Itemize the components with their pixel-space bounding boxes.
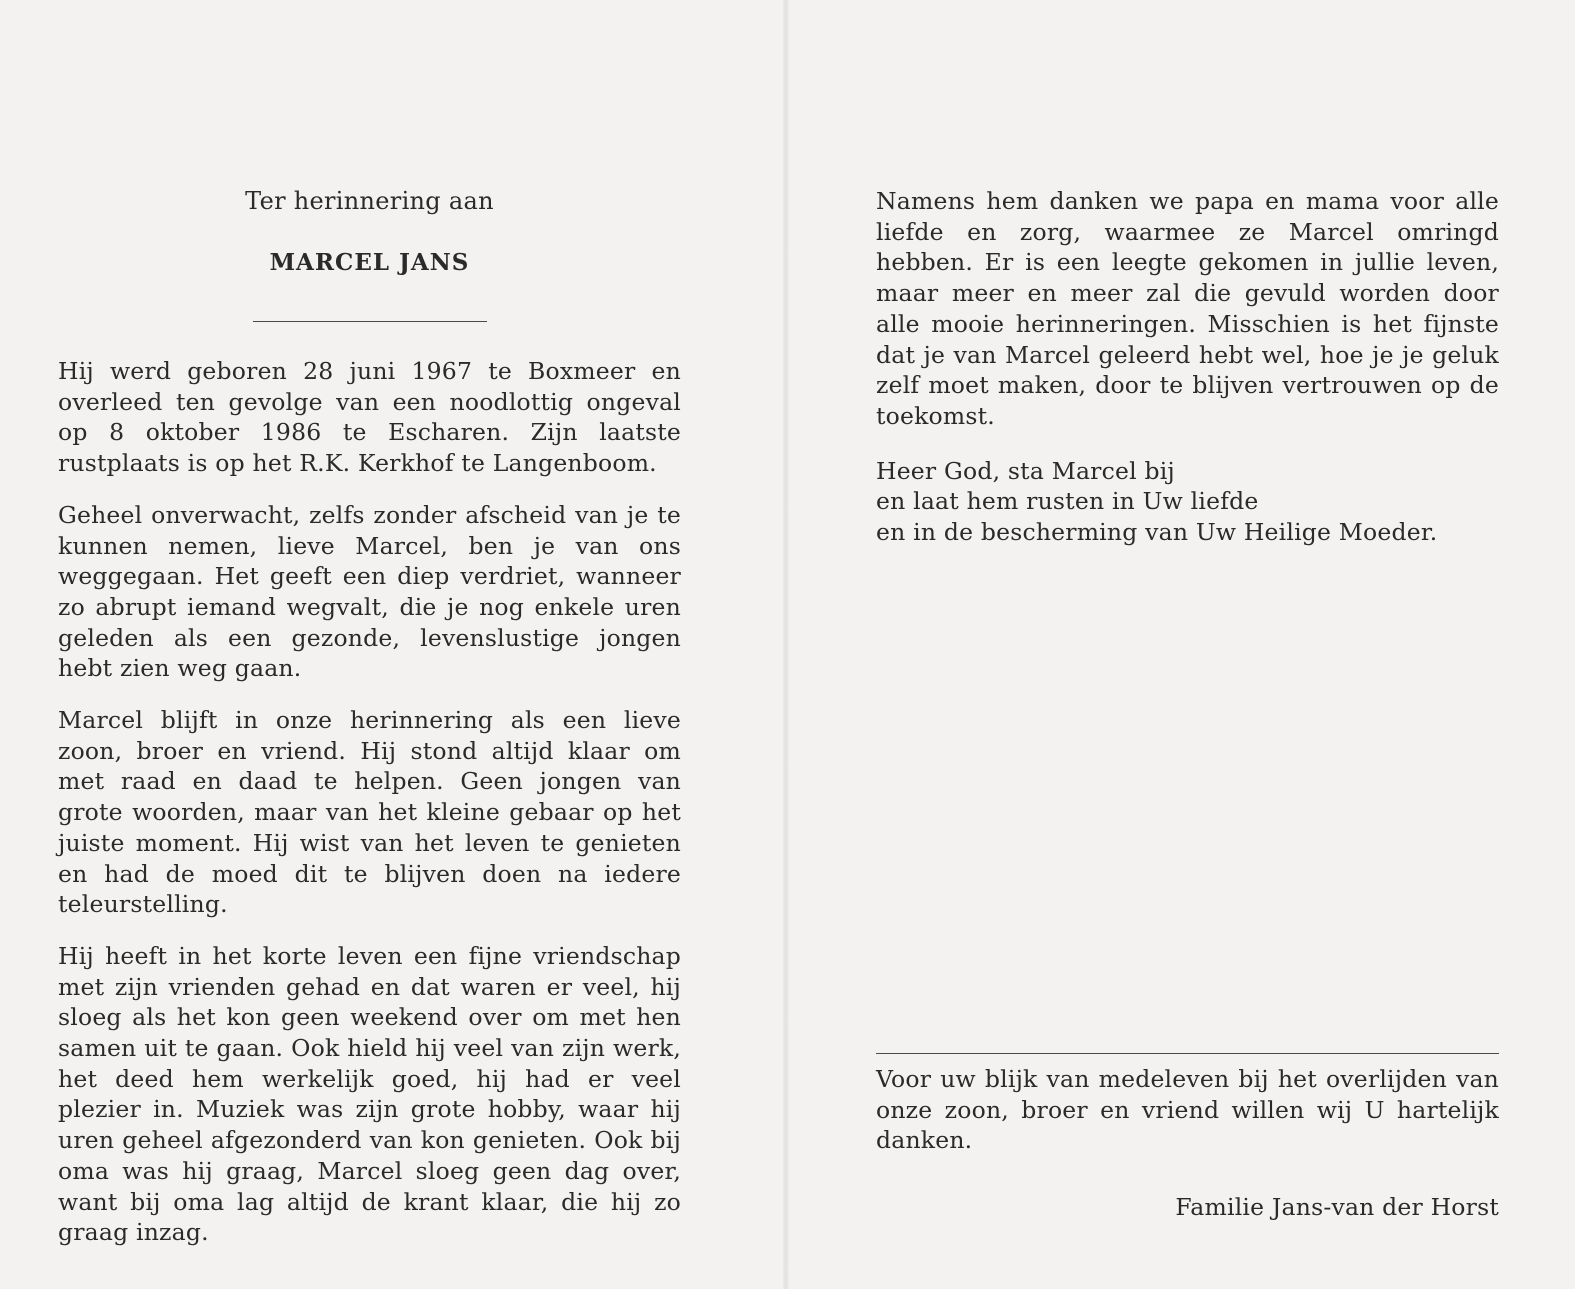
- deceased-name: MARCEL JANS: [269, 249, 470, 276]
- friendship-paragraph: Hij heeft in het korte leven een fijne vriendschap met zijn vrienden gehad en dat waren er veel, hij sloeg als het kon geen weekend over om met hen samen uit te gaan. Ook hield hij veel van zijn werk, het deed hem werkelijk goed, hij had er veel plezier in. Muziek was zijn grote hobby, waar hij uren geheel afgezonderd van kon genieten. Ook bij oma was hij graag, Marcel sloeg geen dag over, want bij oma lag altijd de krant klaar, die hij zo graag inzag.: [58, 941, 681, 1247]
- divider-short: [253, 321, 487, 322]
- farewell-paragraph: Geheel onverwacht, zelfs zonder afscheid van je te kunnen nemen, lieve Marcel, ben je van ons weggegaan. Het geeft een diep verdriet, wanneer zo abrupt iemand wegvalt, die je nog enkele uren geleden als een gezonde, levenslustige jongen hebt zien weg gaan.: [58, 500, 681, 683]
- thanks-block: [876, 1053, 1499, 1222]
- right-page: [876, 186, 1499, 548]
- biography-paragraph: Hij werd geboren 28 juni 1967 te Boxmeer en overleed ten gevolge van een noodlottig ongeval op 8 oktober 1986 te Escharen. Zijn laatste rustplaats is op het R.K. Kerkhof te Langenboom.: [58, 357, 681, 478]
- left-page: [58, 186, 681, 1248]
- thanks-text: Voor uw blijk van medeleven bij het overlijden van onze zoon, broer en vriend willen wij U hartelijk danken.: [876, 1065, 1499, 1155]
- divider-long: [876, 1053, 1499, 1054]
- family-signature: Familie Jans-van der Horst: [1175, 1193, 1499, 1222]
- prayer: [876, 456, 1499, 548]
- card-fold: [783, 0, 789, 1289]
- gratitude-paragraph: Namens hem danken we papa en mama voor alle liefde en zorg, waarmee ze Marcel omringd hebben. Er is een leegte gekomen in jullie leven, maar meer en meer zal die gevuld worden door alle mooie herinneringen. Misschien is het fijnste dat je van Marcel geleerd hebt wel, hoe je je geluk zelf moet maken, door te blijven vertrouwen op de toekomst.: [876, 187, 1499, 430]
- prayer-line: Heer God, sta Marcel bij: [876, 456, 1175, 485]
- prayer-line: en in de bescherming van Uw Heilige Moeder.: [876, 518, 1438, 547]
- prayer-line: en laat hem rusten in Uw liefde: [876, 487, 1259, 516]
- intro-text: Ter herinnering aan: [245, 187, 494, 215]
- character-paragraph: Marcel blijft in onze herinnering als een lieve zoon, broer en vriend. Hij stond altijd klaar om met raad en daad te helpen. Geen jongen van grote woorden, maar van het kleine gebaar op het juiste moment. Hij wist van het leven te genieten en had de moed dit te blijven doen na iedere teleurstelling.: [58, 706, 681, 919]
